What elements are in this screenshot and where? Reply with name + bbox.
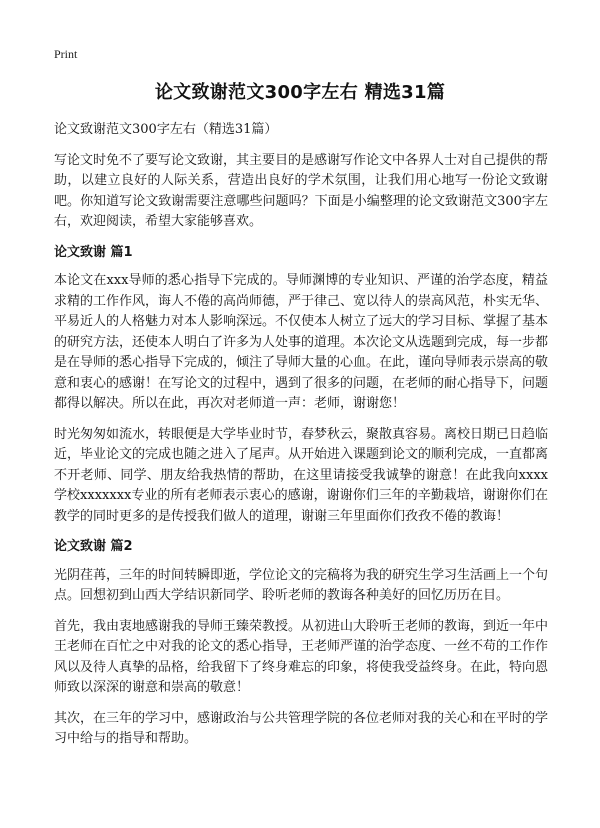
section-2-paragraph-1: 光阴荏苒，三年的时间转瞬即逝，学位论文的完稿将为我的研究生学习生活画上一个句点。回想初到山西大学结识新同学、聆听老师的教诲各种美好的回忆历历在目。 [54, 567, 549, 603]
document-title: 论文致谢范文300字左右 精选31篇 [154, 82, 446, 103]
section-1-paragraph-2: 时光匆匆如流水，转眼便是大学毕业时节，春梦秋云，聚散真容易。离校日期已日趋临近，毕业论文的完成也随之进入了尾声。从开始进入课题到论文的顺利完成，一直都离不开老师、同学、朋友给我热情的帮助，在这里请接受我诚挚的谢意！在此我向xxxx学校xxxxxxx专业的所有老师表示衷心的感谢，谢谢你们三年的辛勤栽培，谢谢你们在教学的同时更多的是传授我们做人的道理，谢谢三年里面你们孜孜不倦的教诲！ [54, 426, 549, 524]
section-heading-1: 论文致谢 篇1 [54, 244, 133, 260]
section-1-paragraph-1: 本论文在xxx导师的悉心指导下完成的。导师渊博的专业知识、严谨的治学态度，精益求精的工作作风，诲人不倦的高尚师德，严于律己、宽以待人的崇高风范，朴实无华、平易近人的人格魅力对本人影响深远。不仅使本人树立了远大的学习目标、掌握了基本的研究方法，还使本人明白了许多为人处事的道理。本次论文从选题到完成，每一步都是在导师的悉心指导下完成的，倾注了导师大量的心血。在此，谨向导师表示崇高的敬意和衷心的感谢！在写论文的过程中，遇到了很多的问题，在老师的耐心指导下，问题都得以解决。所以在此，再次对老师道一声：老师，谢谢您！ [54, 273, 549, 411]
document-subtitle: 论文致谢范文300字左右（精选31篇） [54, 122, 278, 137]
section-2-paragraph-2: 首先，我由衷地感谢我的导师王臻荣教授。从初进山大聆听王老师的教诲，到近一年中王老师在百忙之中对我的论文的悉心指导，王老师严谨的治学态度、一丝不苟的工作作风以及待人真挚的品格，给我留下了终身难忘的印象，将使我受益终身。在此，特向恩师致以深深的谢意和崇高的敬意！ [54, 618, 549, 695]
section-2-paragraph-3: 其次，在三年的学习中，感谢政治与公共管理学院的各位老师对我的关心和在平时的学习中给与的指导和帮助。 [54, 710, 549, 746]
section-heading-2: 论文致谢 篇2 [54, 539, 133, 554]
intro-paragraph: 写论文时免不了要写论文致谢，其主要目的是感谢写作论文中各界人士对自己提供的帮助，以建立良好的人际关系，营造出良好的学术氛围，让我们用心地写一份论文致谢吧。你知道写论文致谢需要注意哪些问题吗？下面是小编整理的论文致谢范文300字左右，欢迎阅读，希望大家能够喜欢。 [54, 152, 549, 229]
print-label: Print [54, 47, 78, 61]
document-body [54, 120, 548, 760]
